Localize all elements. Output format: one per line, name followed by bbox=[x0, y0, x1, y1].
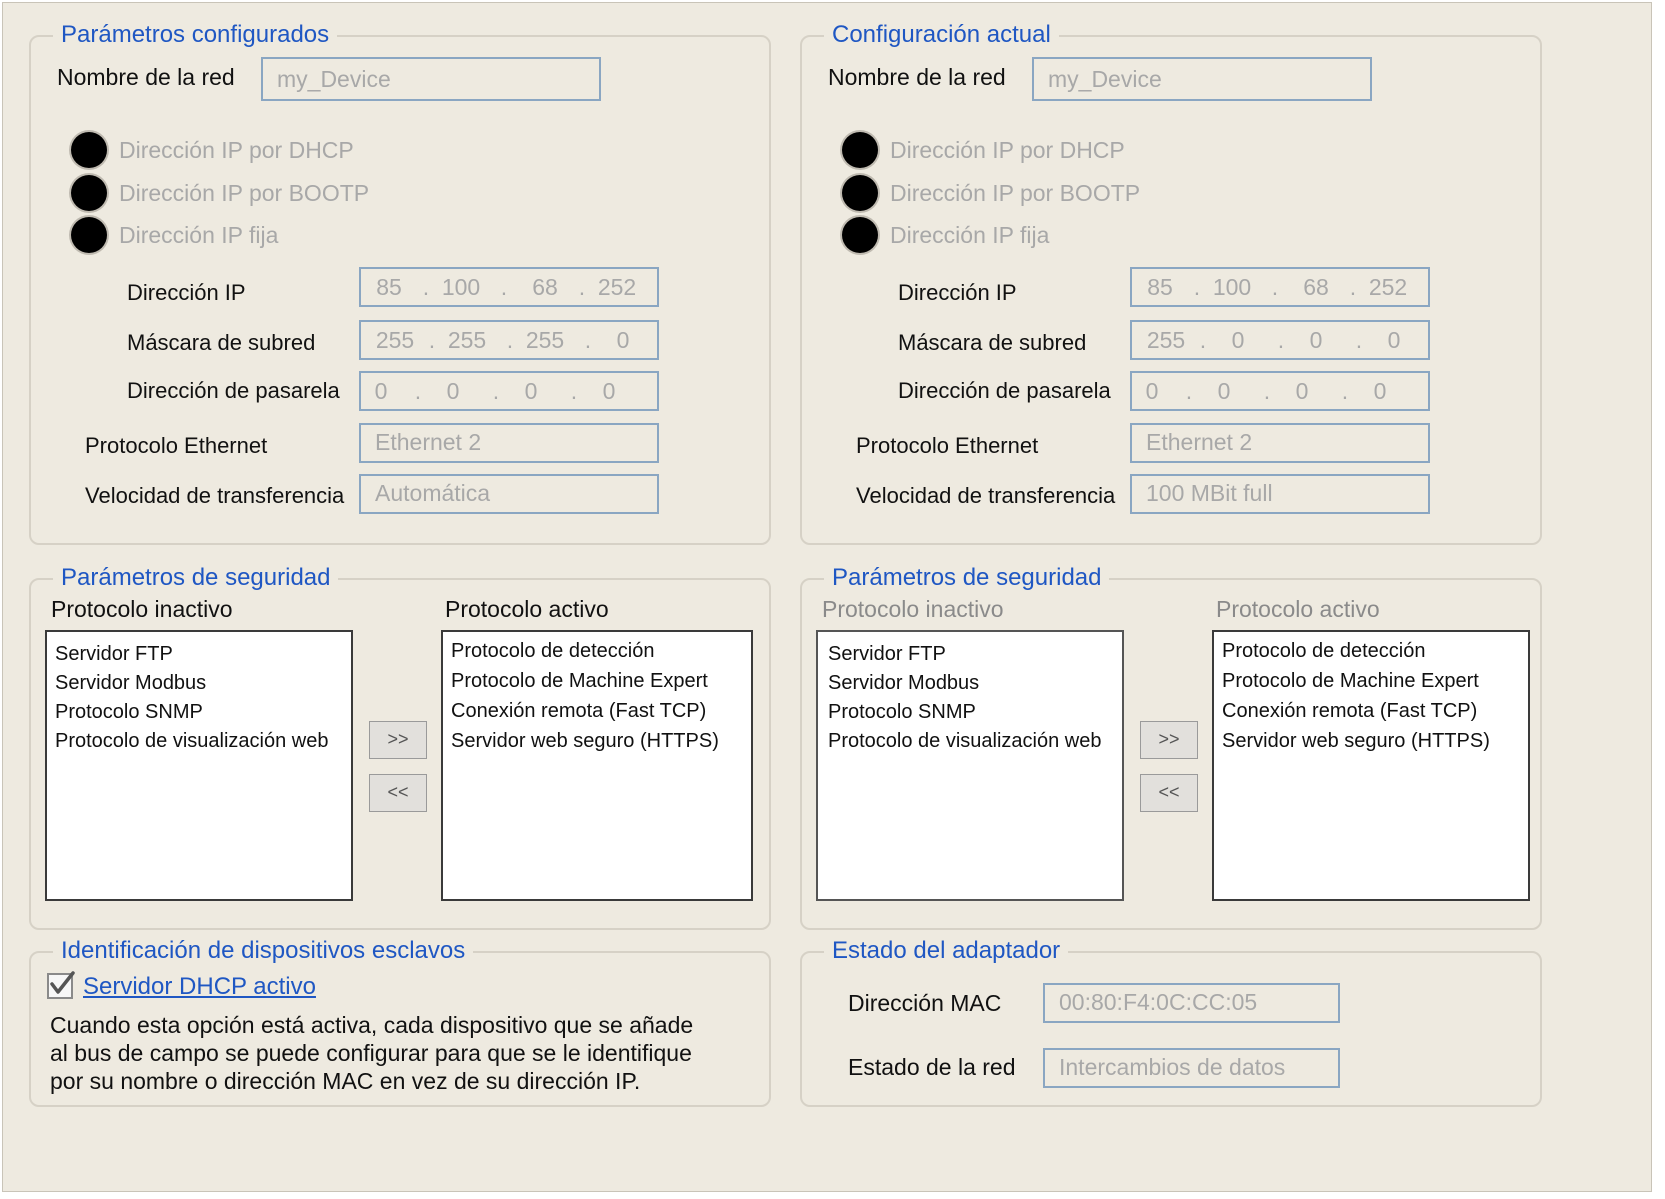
ip-octet: 0 bbox=[1231, 327, 1245, 353]
ip-octet: 68 bbox=[1303, 274, 1329, 300]
security-right-move-right-button: >> bbox=[1140, 721, 1198, 759]
list-item[interactable]: Servidor Modbus bbox=[55, 672, 207, 694]
adapter-status-legend: Estado del adaptador bbox=[824, 935, 1068, 967]
ip-octet: 0 bbox=[524, 378, 538, 404]
mac-address-label: Dirección MAC bbox=[848, 990, 1002, 1016]
security-left-move-right-button[interactable]: >> bbox=[369, 721, 427, 759]
current-ethernet-label: Protocolo Ethernet bbox=[856, 433, 1039, 458]
configured-speed-field[interactable]: Automática bbox=[359, 474, 659, 514]
ip-octet: 85 bbox=[1147, 274, 1173, 300]
ip-octet: 255 bbox=[1146, 327, 1186, 353]
configured-bootp-radio-label: Dirección IP por BOOTP bbox=[119, 180, 370, 206]
current-bootp-radio-label: Dirección IP por BOOTP bbox=[890, 180, 1141, 206]
current-gateway-field bbox=[1130, 371, 1430, 411]
ip-octet: 255 bbox=[447, 327, 487, 353]
ip-dot: . bbox=[584, 327, 592, 353]
list-item[interactable]: Protocolo de visualización web bbox=[55, 730, 329, 752]
security-right-inactive-list bbox=[816, 630, 1124, 901]
ip-octet: 255 bbox=[375, 327, 415, 353]
current-ethernet-field: Ethernet 2 bbox=[1130, 423, 1430, 463]
dhcp-server-checkbox[interactable] bbox=[47, 973, 73, 999]
current-gateway-label: Dirección de pasarela bbox=[898, 378, 1111, 403]
configured-mask-label: Máscara de subred bbox=[127, 330, 316, 355]
ip-octet: 252 bbox=[1368, 274, 1408, 300]
ip-octet: 0 bbox=[446, 378, 460, 404]
list-item: Protocolo de detección bbox=[1222, 640, 1426, 662]
dhcp-server-checkbox-label[interactable]: Servidor DHCP activo bbox=[83, 973, 316, 1000]
current-speed-field: 100 MBit full bbox=[1130, 474, 1430, 514]
list-item[interactable]: Conexión remota (Fast TCP) bbox=[451, 700, 707, 722]
configured-fixed-ip-radio[interactable] bbox=[71, 217, 107, 253]
current-fixed-ip-radio-label: Dirección IP fija bbox=[890, 222, 1050, 248]
ip-dot: . bbox=[578, 274, 586, 300]
list-item: Servidor Modbus bbox=[828, 672, 980, 694]
ip-dot: . bbox=[506, 327, 514, 353]
list-item: Servidor web seguro (HTTPS) bbox=[1222, 730, 1490, 752]
current-network-name-label: Nombre de la red bbox=[828, 64, 1006, 90]
mac-address-field: 00:80:F4:0C:CC:05 bbox=[1043, 983, 1340, 1023]
configured-ip-label: Dirección IP bbox=[127, 280, 246, 305]
security-left-legend: Parámetros de seguridad bbox=[53, 562, 338, 594]
ip-octet: 100 bbox=[1212, 274, 1252, 300]
ip-dot: . bbox=[1355, 327, 1363, 353]
security-right-active-label: Protocolo activo bbox=[1216, 596, 1380, 622]
security-right-inactive-label: Protocolo inactivo bbox=[822, 596, 1004, 622]
current-ip-field bbox=[1130, 267, 1430, 307]
ip-dot: . bbox=[492, 378, 500, 404]
list-item[interactable]: Servidor FTP bbox=[55, 643, 173, 665]
list-item[interactable]: Protocolo de Machine Expert bbox=[451, 670, 708, 692]
configured-network-name-field[interactable]: my_Device bbox=[261, 57, 601, 101]
ip-dot: . bbox=[428, 327, 436, 353]
security-left-inactive-label: Protocolo inactivo bbox=[51, 596, 233, 622]
ip-octet: 0 bbox=[1309, 327, 1323, 353]
configured-mask-field[interactable] bbox=[359, 320, 659, 360]
security-left-active-label: Protocolo activo bbox=[445, 596, 609, 622]
list-item: Protocolo SNMP bbox=[828, 701, 976, 723]
configured-ip-field[interactable] bbox=[359, 267, 659, 307]
configured-parameters-legend: Parámetros configurados bbox=[53, 19, 337, 51]
list-item: Conexión remota (Fast TCP) bbox=[1222, 700, 1478, 722]
security-left-active-list[interactable] bbox=[441, 630, 753, 901]
security-left-move-left-button[interactable]: << bbox=[369, 774, 427, 812]
ip-dot: . bbox=[1341, 378, 1349, 404]
ip-octet: 252 bbox=[597, 274, 637, 300]
configured-network-name-label: Nombre de la red bbox=[57, 64, 235, 90]
current-mask-label: Máscara de subred bbox=[898, 330, 1087, 355]
configured-gateway-label: Dirección de pasarela bbox=[127, 378, 340, 403]
ip-octet: 0 bbox=[1373, 378, 1387, 404]
slave-identification-legend: Identificación de dispositivos esclavos bbox=[53, 935, 473, 967]
security-right-active-list bbox=[1212, 630, 1530, 901]
ip-dot: . bbox=[1193, 274, 1201, 300]
current-dhcp-radio-label: Dirección IP por DHCP bbox=[890, 137, 1125, 163]
ip-dot: . bbox=[414, 378, 422, 404]
current-fixed-ip-radio bbox=[842, 217, 878, 253]
list-item: Servidor FTP bbox=[828, 643, 946, 665]
ip-octet: 0 bbox=[1387, 327, 1401, 353]
ip-octet: 0 bbox=[616, 327, 630, 353]
ip-octet: 100 bbox=[441, 274, 481, 300]
list-item: Protocolo de Machine Expert bbox=[1222, 670, 1479, 692]
ip-dot: . bbox=[570, 378, 578, 404]
ip-dot: . bbox=[1271, 274, 1279, 300]
configured-gateway-field[interactable] bbox=[359, 371, 659, 411]
list-item[interactable]: Protocolo de detección bbox=[451, 640, 655, 662]
configured-dhcp-radio[interactable] bbox=[71, 132, 107, 168]
ip-dot: . bbox=[422, 274, 430, 300]
configured-ethernet-field[interactable]: Ethernet 2 bbox=[359, 423, 659, 463]
security-left-inactive-list[interactable] bbox=[45, 630, 353, 901]
current-bootp-radio bbox=[842, 175, 878, 211]
security-right-move-left-button: << bbox=[1140, 774, 1198, 812]
ip-dot: . bbox=[500, 274, 508, 300]
current-dhcp-radio bbox=[842, 132, 878, 168]
list-item[interactable]: Protocolo SNMP bbox=[55, 701, 203, 723]
ip-octet: 0 bbox=[1145, 378, 1159, 404]
dhcp-description-line-1: Cuando esta opción está activa, cada dispositivo que se añade bbox=[50, 1012, 694, 1038]
checkmark-icon bbox=[47, 969, 77, 999]
ip-octet: 0 bbox=[374, 378, 388, 404]
ip-octet: 85 bbox=[376, 274, 402, 300]
ip-dot: . bbox=[1263, 378, 1271, 404]
ip-octet: 0 bbox=[602, 378, 616, 404]
dhcp-description-line-3: por su nombre o dirección MAC en vez de su dirección IP. bbox=[50, 1068, 641, 1094]
ip-octet: 255 bbox=[525, 327, 565, 353]
ip-dot: . bbox=[1185, 378, 1193, 404]
current-configuration-legend: Configuración actual bbox=[824, 19, 1059, 51]
configured-speed-label: Velocidad de transferencia bbox=[85, 483, 345, 508]
ethernet-config-panel bbox=[2, 2, 1652, 1192]
list-item: Protocolo de visualización web bbox=[828, 730, 1102, 752]
network-status-field: Intercambios de datos bbox=[1043, 1048, 1340, 1088]
configured-ethernet-label: Protocolo Ethernet bbox=[85, 433, 268, 458]
network-status-label: Estado de la red bbox=[848, 1054, 1016, 1080]
ip-dot: . bbox=[1199, 327, 1207, 353]
ip-octet: 0 bbox=[1217, 378, 1231, 404]
configured-dhcp-radio-label: Dirección IP por DHCP bbox=[119, 137, 354, 163]
current-ip-label: Dirección IP bbox=[898, 280, 1017, 305]
ip-dot: . bbox=[1277, 327, 1285, 353]
ip-octet: 68 bbox=[532, 274, 558, 300]
security-right-legend: Parámetros de seguridad bbox=[824, 562, 1109, 594]
current-speed-label: Velocidad de transferencia bbox=[856, 483, 1116, 508]
configured-bootp-radio[interactable] bbox=[71, 175, 107, 211]
current-network-name-field: my_Device bbox=[1032, 57, 1372, 101]
current-mask-field bbox=[1130, 320, 1430, 360]
ip-dot: . bbox=[1349, 274, 1357, 300]
list-item[interactable]: Servidor web seguro (HTTPS) bbox=[451, 730, 719, 752]
dhcp-description-line-2: al bus de campo se puede configurar para que se le identifique bbox=[50, 1040, 692, 1066]
ip-octet: 0 bbox=[1295, 378, 1309, 404]
configured-fixed-ip-radio-label: Dirección IP fija bbox=[119, 222, 279, 248]
